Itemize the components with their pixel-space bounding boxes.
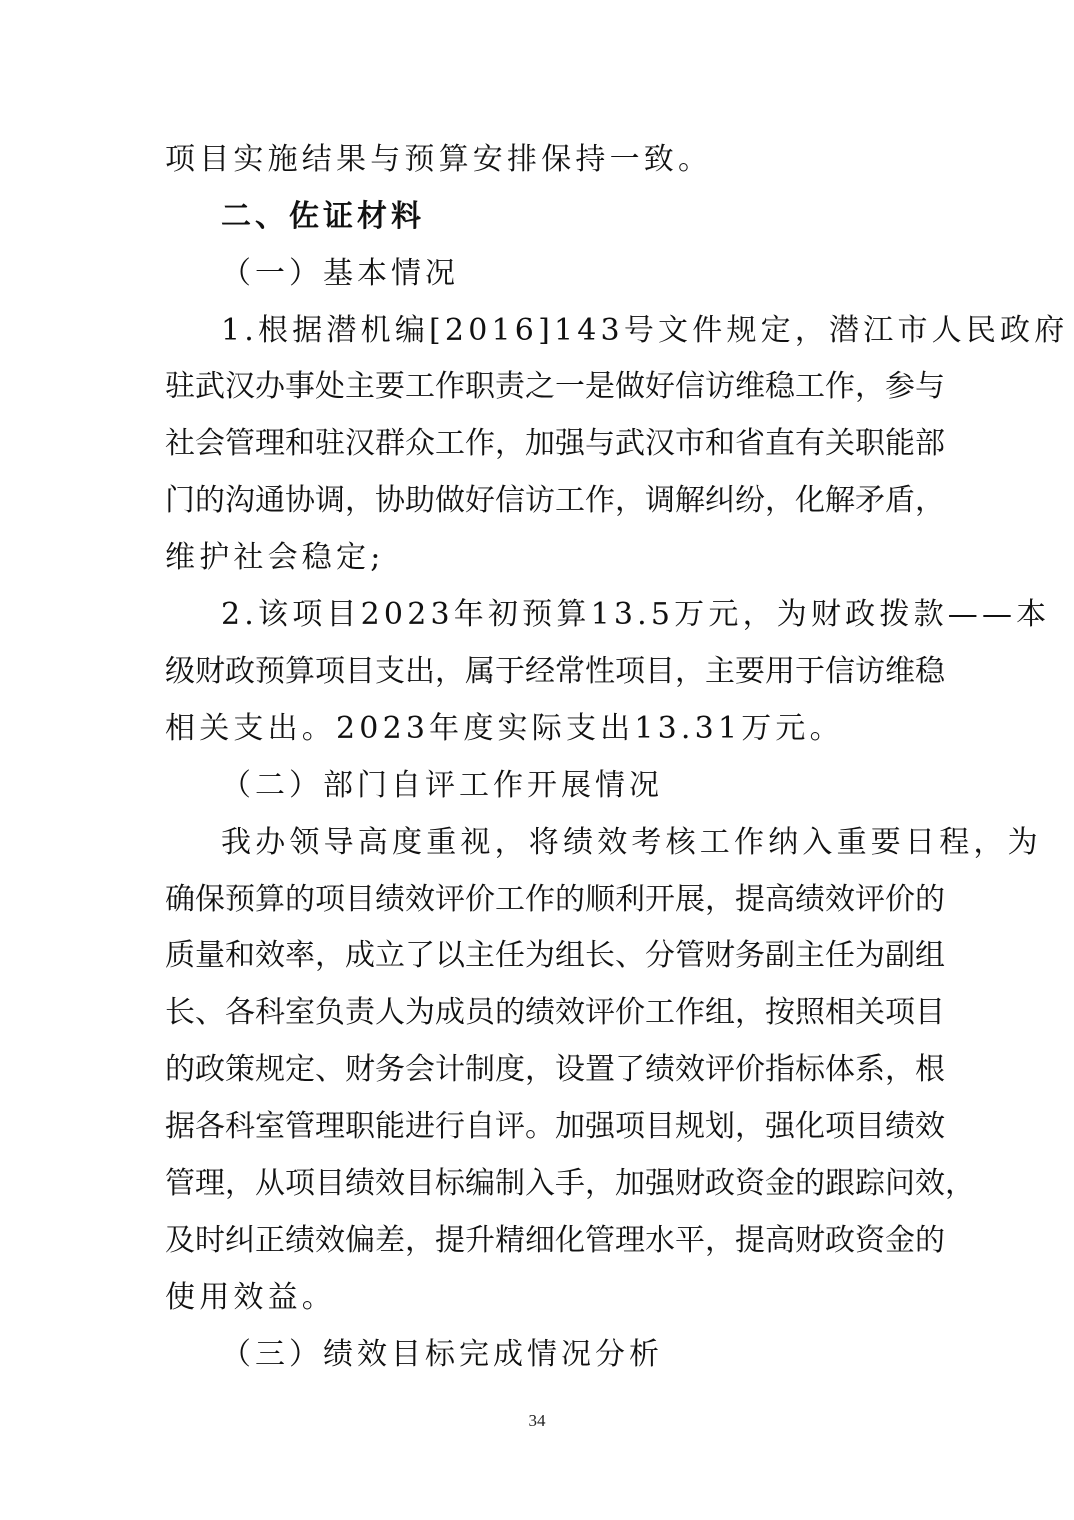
section-heading: 二、佐证材料 [221,199,425,234]
paragraph-line: 2.该项目2023年初预算13.5万元，为财政拨款——本 [221,597,1051,632]
paragraph-line: 我办领导高度重视，将绩效考核工作纳入重要日程，为 [221,825,1042,860]
paragraph-line: 的政策规定、财务会计制度，设置了绩效评价指标体系，根 [165,1052,945,1087]
subsection-heading: （三）绩效目标完成情况分析 [221,1337,663,1372]
paragraph-line: 据各科室管理职能进行自评。加强项目规划，强化项目绩效 [165,1109,945,1144]
page-number: 34 [528,1411,546,1430]
paragraph-line: 相关支出。2023年度实际支出13.31万元。 [165,711,844,746]
paragraph-line: 门的沟通协调，协助做好信访工作，调解纠纷，化解矛盾， [165,483,945,518]
paragraph-line: 项目实施结果与预算安排保持一致。 [165,142,713,177]
paragraph-line: 驻武汉办事处主要工作职责之一是做好信访维稳工作，参与 [165,369,945,404]
paragraph-line: 级财政预算项目支出，属于经常性项目，主要用于信访维稳 [165,654,945,689]
paragraph-line: 确保预算的项目绩效评价工作的顺利开展，提高绩效评价的 [165,882,945,917]
paragraph-line: 1.根据潜机编[2016]143号文件规定，潜江市人民政府 [221,313,1069,348]
paragraph-line: 管理，从项目绩效目标编制入手，加强财政资金的跟踪问效， [165,1166,975,1201]
subsection-heading: （一）基本情况 [221,256,459,291]
paragraph-line: 使用效益。 [165,1280,336,1315]
paragraph-line: 长、各科室负责人为成员的绩效评价工作组，按照相关项目 [165,995,945,1030]
paragraph-line: 及时纠正绩效偏差，提升精细化管理水平，提高财政资金的 [165,1223,945,1258]
paragraph-line: 维护社会稳定; [165,540,385,575]
paragraph-line: 质量和效率，成立了以主任为组长、分管财务副主任为副组 [165,938,945,973]
subsection-heading: （二）部门自评工作开展情况 [221,768,663,803]
paragraph-line: 社会管理和驻汉群众工作，加强与武汉市和省直有关职能部 [165,426,945,461]
